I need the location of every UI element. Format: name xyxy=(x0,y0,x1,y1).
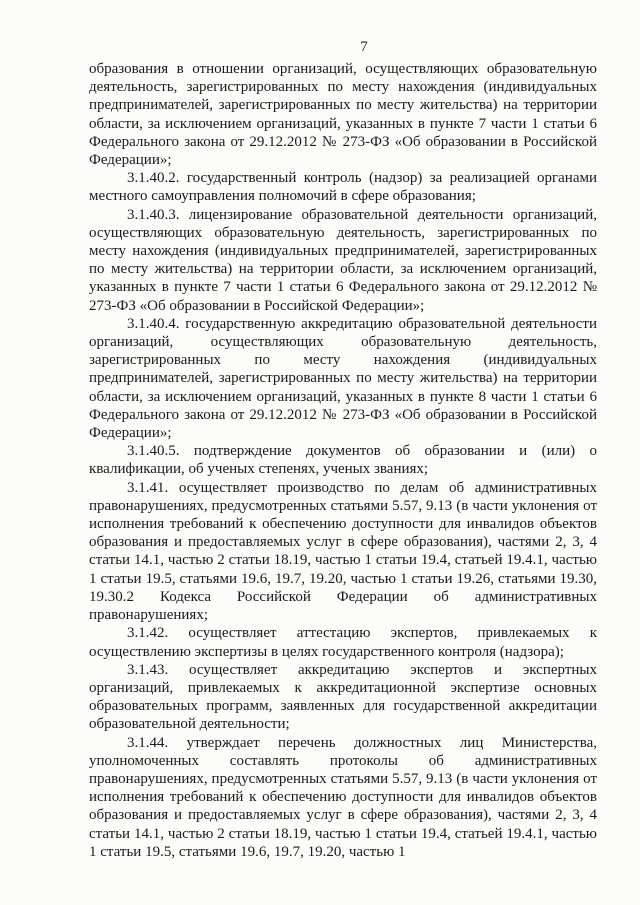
paragraph: 3.1.41. осуществляет производство по делам об административных правонарушениях, предусмотренных статьями 5.57, 9.13 (в части уклонения от исполнения требований к обеспечению доступности для инвалидов объектов образования и предоставляемых услуг в сфере образования), частями 2, 3, 4 статьи 14.1, частью 2 статьи 18.19, частью 1 статьи 19.4, статьей 19.4.1, частью 1 статьи 19.5, статьями 19.6, 19.7, 19.20, частью 1 статьи 19.26, статьями 19.30, 19.30.2 Кодекса Российской Федерации об административных правонарушениях; xyxy=(89,479,597,624)
page-number: 7 xyxy=(360,39,368,55)
paragraph: 3.1.40.3. лицензирование образовательной деятельности организаций, осуществляющих образовательную деятельность, зарегистрированных по месту нахождения (индивидуальных предпринимателей, зарегистрированных по месту жительства) на территории области, за исключением организаций, указанных в пункте 7 части 1 статьи 6 Федерального закона от 29.12.2012 № 273-ФЗ «Об образовании в Российской Федерации»; xyxy=(89,206,597,314)
paragraph: 3.1.44. утверждает перечень должностных лиц Министерства, уполномоченных составлять протоколы об административных правонарушениях, предусмотренных статьями 5.57, 9.13 (в части уклонения от исполнения требований к обеспечению доступности для инвалидов объектов образования и предоставляемых услуг в сфере образования), частями 2, 3, 4 статьи 14.1, частью 2 статьи 18.19, частью 1 статьи 19.4, статьей 19.4.1, частью 1 статьи 19.5, статьями 19.6, 19.7, 19.20, частью 1 xyxy=(89,734,597,860)
document-body xyxy=(89,60,597,861)
paragraph: 3.1.40.2. государственный контроль (надзор) за реализацией органами местного самоуправления полномочий в сфере образования; xyxy=(89,170,597,205)
paragraph: 3.1.42. осуществляет аттестацию экспертов, привлекаемых к осуществлению экспертизы в целях государственного контроля (надзора); xyxy=(89,625,597,660)
paragraph: 3.1.43. осуществляет аккредитацию экспертов и экспертных организаций, привлекаемых к аккредитационной экспертизе основных образовательных программ, заявленных для государственной аккредитации образовательной деятельности; xyxy=(89,661,597,733)
paragraph: образования в отношении организаций, осуществляющих образовательную деятельность, зарегистрированных по месту нахождения (индивидуальных предпринимателей, зарегистрированных по месту жительства) на территории области, за исключением организаций, указанных в пункте 7 части 1 статьи 6 Федерального закона от 29.12.2012 № 273-ФЗ «Об образовании в Российской Федерации»; xyxy=(89,61,597,169)
paragraph: 3.1.40.5. подтверждение документов об образовании и (или) о квалификации, об ученых степенях, ученых званиях; xyxy=(89,443,597,478)
paragraph: 3.1.40.4. государственную аккредитацию образовательной деятельности организаций, осуществляющих образовательную деятельность, зарегистрированных по месту нахождения (индивидуальных предпринимателей, зарегистрированных по месту жительства) на территории области, за исключением организаций, указанных в пункте 8 части 1 статьи 6 Федерального закона от 29.12.2012 № 273-ФЗ «Об образовании в Российской Федерации»; xyxy=(89,315,597,442)
